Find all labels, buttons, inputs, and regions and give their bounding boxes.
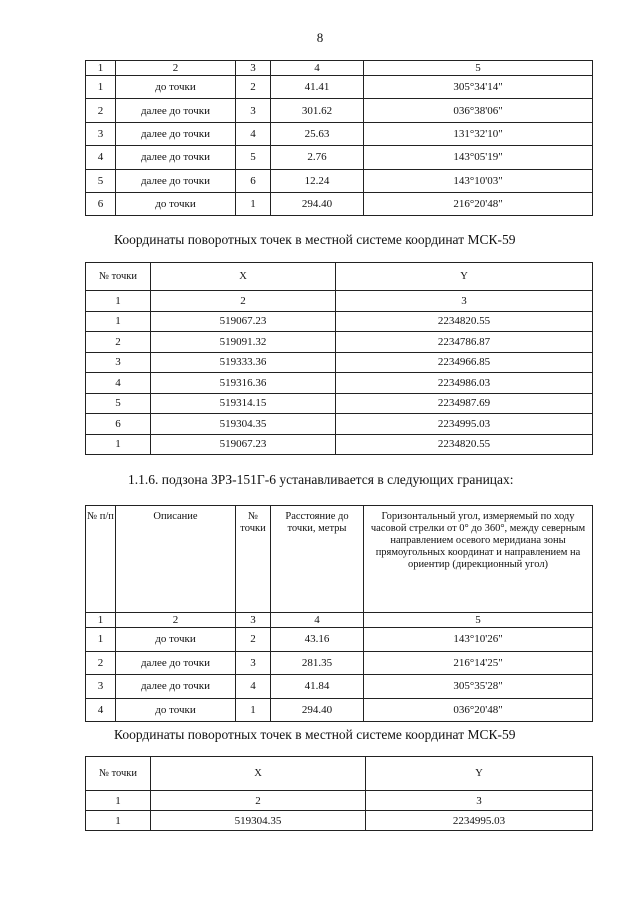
- cell: 294.40: [271, 192, 364, 215]
- cell: 143°10'26": [364, 628, 593, 652]
- cell: 3: [366, 791, 593, 811]
- cell: 3: [86, 675, 116, 699]
- header-cell: 3: [236, 61, 271, 76]
- cell: 1: [86, 291, 151, 312]
- table-number-row: [86, 613, 593, 628]
- cell: 2234966.85: [336, 352, 593, 373]
- header-cell: № точки: [236, 506, 271, 613]
- table-row: [86, 811, 593, 831]
- cell: далее до точки: [116, 99, 236, 122]
- cell: 3: [86, 122, 116, 145]
- cell: 519067.23: [151, 434, 336, 455]
- header-cell: Y: [336, 263, 593, 291]
- cell: далее до точки: [116, 651, 236, 675]
- cell: 216°20'48": [364, 192, 593, 215]
- cell: до точки: [116, 628, 236, 652]
- header-cell: № п/п: [86, 506, 116, 613]
- table-number-row: [86, 291, 593, 312]
- header-cell: № точки: [86, 757, 151, 791]
- cell: 216°14'25": [364, 651, 593, 675]
- cell: далее до точки: [116, 122, 236, 145]
- header-cell: № точки: [86, 263, 151, 291]
- table-row: [86, 192, 593, 215]
- cell: 4: [236, 675, 271, 699]
- table-header-row: [86, 506, 593, 613]
- cell: 519304.35: [151, 811, 366, 831]
- cell: 2234995.03: [366, 811, 593, 831]
- coordinates-table-2: [85, 756, 593, 831]
- cell: 3: [236, 613, 271, 628]
- cell: 143°05'19": [364, 146, 593, 169]
- table-row: [86, 675, 593, 699]
- cell: 281.35: [271, 651, 364, 675]
- cell: 2: [151, 791, 366, 811]
- cell: 12.24: [271, 169, 364, 192]
- cell: 305°35'28": [364, 675, 593, 699]
- cell: 2: [86, 332, 151, 353]
- cell: 036°20'48": [364, 698, 593, 722]
- header-cell: 5: [364, 61, 593, 76]
- cell: 1: [86, 311, 151, 332]
- cell: 1: [236, 192, 271, 215]
- cell: 43.16: [271, 628, 364, 652]
- table-row: [86, 352, 593, 373]
- table-row: [86, 76, 593, 99]
- cell: 2234820.55: [336, 311, 593, 332]
- table-row: [86, 373, 593, 394]
- boundary-segments-table-2: [85, 505, 593, 722]
- cell: 519333.36: [151, 352, 336, 373]
- cell: 519304.35: [151, 414, 336, 435]
- coordinates-table-1: [85, 262, 593, 455]
- cell: далее до точки: [116, 675, 236, 699]
- cell: 1: [236, 698, 271, 722]
- cell: 2234786.87: [336, 332, 593, 353]
- table-row: [86, 393, 593, 414]
- cell: далее до точки: [116, 146, 236, 169]
- table-row: [86, 332, 593, 353]
- header-cell: Горизонтальный угол, измеряемый по ходу часовой стрелки от 0° до 360°, между северным направлением осевого меридиана зоны прямоугольных координат и направлением на ориентир (дирекционный угол): [364, 506, 593, 613]
- table-row: [86, 99, 593, 122]
- table-row: [86, 628, 593, 652]
- cell: 294.40: [271, 698, 364, 722]
- cell: 519316.36: [151, 373, 336, 394]
- cell: 5: [86, 169, 116, 192]
- coords-heading-2: Координаты поворотных точек в местной системе координат МСК-59: [114, 727, 516, 742]
- cell: 301.62: [271, 99, 364, 122]
- cell: 2: [151, 291, 336, 312]
- cell: 2: [236, 628, 271, 652]
- cell: 519314.15: [151, 393, 336, 414]
- table-row: [86, 651, 593, 675]
- cell: до точки: [116, 192, 236, 215]
- cell: 4: [86, 146, 116, 169]
- header-cell: 2: [116, 61, 236, 76]
- cell: 2234995.03: [336, 414, 593, 435]
- cell: 3: [236, 99, 271, 122]
- table-number-row: [86, 791, 593, 811]
- cell: 143°10'03": [364, 169, 593, 192]
- header-cell: Расстояние до точки, метры: [271, 506, 364, 613]
- table-row: [86, 169, 593, 192]
- cell: 2: [116, 613, 236, 628]
- cell: 25.63: [271, 122, 364, 145]
- header-cell: X: [151, 757, 366, 791]
- cell: 4: [271, 613, 364, 628]
- cell: 4: [236, 122, 271, 145]
- cell: 2.76: [271, 146, 364, 169]
- cell: 036°38'06": [364, 99, 593, 122]
- cell: 2234820.55: [336, 434, 593, 455]
- table-number-row: [86, 61, 593, 76]
- coords-heading-1: Координаты поворотных точек в местной системе координат МСК-59: [114, 232, 516, 247]
- table-row: [86, 698, 593, 722]
- section-heading: 1.1.6. подзона ЗРЗ-151Г-6 устанавливается в следующих границах:: [128, 472, 514, 487]
- cell: 131°32'10": [364, 122, 593, 145]
- cell: 519091.32: [151, 332, 336, 353]
- table-row: [86, 122, 593, 145]
- header-cell: 1: [86, 61, 116, 76]
- cell: 6: [86, 414, 151, 435]
- cell: 305°34'14": [364, 76, 593, 99]
- cell: далее до точки: [116, 169, 236, 192]
- cell: 41.84: [271, 675, 364, 699]
- cell: 2234987.69: [336, 393, 593, 414]
- cell: 3: [236, 651, 271, 675]
- cell: 6: [236, 169, 271, 192]
- table-header-row: [86, 263, 593, 291]
- cell: 4: [86, 373, 151, 394]
- cell: 1: [86, 791, 151, 811]
- header-cell: X: [151, 263, 336, 291]
- cell: 41.41: [271, 76, 364, 99]
- cell: 1: [86, 434, 151, 455]
- cell: 2: [86, 651, 116, 675]
- table-row: [86, 146, 593, 169]
- header-cell: Описание: [116, 506, 236, 613]
- cell: 4: [86, 698, 116, 722]
- cell: 2234986.03: [336, 373, 593, 394]
- cell: 5: [236, 146, 271, 169]
- cell: 5: [364, 613, 593, 628]
- boundary-segments-table-1: [85, 60, 593, 216]
- cell: 1: [86, 76, 116, 99]
- cell: 1: [86, 811, 151, 831]
- page-number: 8: [316, 30, 324, 45]
- cell: 3: [86, 352, 151, 373]
- cell: до точки: [116, 76, 236, 99]
- cell: 2: [86, 99, 116, 122]
- cell: 1: [86, 613, 116, 628]
- cell: 1: [86, 628, 116, 652]
- header-cell: Y: [366, 757, 593, 791]
- table-row: [86, 434, 593, 455]
- cell: 2: [236, 76, 271, 99]
- table-row: [86, 311, 593, 332]
- cell: 519067.23: [151, 311, 336, 332]
- cell: 3: [336, 291, 593, 312]
- cell: 6: [86, 192, 116, 215]
- header-cell: 4: [271, 61, 364, 76]
- cell: до точки: [116, 698, 236, 722]
- table-row: [86, 414, 593, 435]
- table-header-row: [86, 757, 593, 791]
- cell: 5: [86, 393, 151, 414]
